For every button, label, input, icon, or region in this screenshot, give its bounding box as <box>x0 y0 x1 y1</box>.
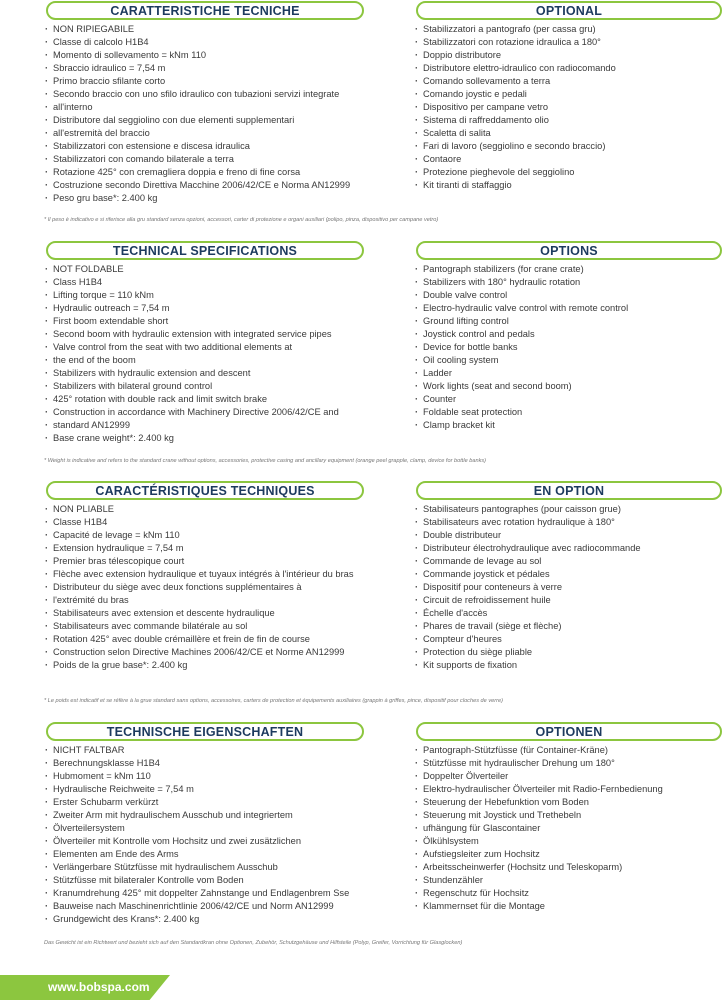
list-item: · Ölverteiler mit Kontrolle vom Hochsitz und zwei zusätzlichen <box>44 835 404 848</box>
list-item: · Stabilisateurs avec rotation hydraulique à 180° <box>414 516 714 529</box>
list-item: · Rotation 425° avec double crémaillère et frein de fin de course <box>44 633 404 646</box>
spec-list <box>44 503 404 672</box>
list-item: · Premier bras télescopique court <box>44 555 404 568</box>
list-item: · Stabilisateurs avec commande bilatérale au sol <box>44 620 404 633</box>
list-item: · Contaore <box>414 153 714 166</box>
list-item: · Oil cooling system <box>414 354 714 367</box>
list-item: · Comando joystic e pedali <box>414 88 714 101</box>
list-item: · Sistema di raffreddamento olio <box>414 114 714 127</box>
list-item: · Foldable seat protection <box>414 406 714 419</box>
list-item: · Commande de levage au sol <box>414 555 714 568</box>
list-item: · Stützfüsse mit hydraulischer Drehung um 180° <box>414 757 714 770</box>
list-item: · Klammernset für die Montage <box>414 900 714 913</box>
section-heading: EN OPTION <box>533 483 605 498</box>
list-item: · Extension hydraulique = 7,54 m <box>44 542 404 555</box>
list-item: · Fari di lavoro (seggiolino e secondo braccio) <box>414 140 714 153</box>
list-item: · Elektro-hydraulischer Ölverteiler mit Radio-Fernbedienung <box>414 783 714 796</box>
list-item: · Sbraccio idraulico = 7,54 m <box>44 62 404 75</box>
options-list <box>414 744 714 913</box>
list-item: · Stützfüsse mit bilateraler Kontrolle vom Boden <box>44 874 404 887</box>
section-heading: OPTIONS <box>540 243 598 258</box>
list-item: · NOT FOLDABLE <box>44 263 404 276</box>
list-item: · Secondo braccio con uno sfilo idraulico con tubazioni servizi integrate <box>44 88 404 101</box>
list-item: · 425° rotation with double rack and limit switch brake <box>44 393 404 406</box>
list-item: · Costruzione secondo Direttiva Macchine 2006/42/CE e Norma AN12999 <box>44 179 404 192</box>
right-column <box>414 241 714 432</box>
spec-list <box>44 744 404 926</box>
list-item: · Berechnungsklasse H1B4 <box>44 757 404 770</box>
list-item: · Hydraulische Reichweite = 7,54 m <box>44 783 404 796</box>
section-heading: TECHNISCHE EIGENSCHAFTEN <box>106 724 304 739</box>
list-item: · Distributore dal seggiolino con due elementi supplementari <box>44 114 404 127</box>
list-item: · Pantograph-Stützfüsse (für Container-Kräne) <box>414 744 714 757</box>
list-item: · Hydraulic outreach = 7,54 m <box>44 302 404 315</box>
section-heading: CARACTÉRISTIQUES TECHNIQUES <box>95 483 315 498</box>
list-item: · l'extrémité du bras <box>44 594 404 607</box>
list-item: · Distributeur électrohydraulique avec radiocommande <box>414 542 714 555</box>
list-item: · Double valve control <box>414 289 714 302</box>
list-item: · Device for bottle banks <box>414 341 714 354</box>
list-item: · Aufstiegsleiter zum Hochsitz <box>414 848 714 861</box>
list-item: · Stabilizers with bilateral ground control <box>44 380 404 393</box>
right-column <box>414 481 714 672</box>
section-heading-pill <box>416 1 722 20</box>
list-item: · Stabilizers with 180° hydraulic rotation <box>414 276 714 289</box>
section-heading-pill <box>416 481 722 500</box>
list-item: · NON PLIABLE <box>44 503 404 516</box>
list-item: · Échelle d'accès <box>414 607 714 620</box>
footnote: * Weight is indicative and refers to the standard crane without options, accessories, protective casing and ancillary equipment (orange peel grapple, clamp, device for bottle banks) <box>44 458 487 464</box>
list-item: · Flèche avec extension hydraulique et tuyaux intégrés à l'intérieur du bras <box>44 568 404 581</box>
list-item: · Momento di sollevamento = kNm 110 <box>44 49 404 62</box>
list-item: · Classe H1B4 <box>44 516 404 529</box>
section-heading-pill <box>416 722 722 741</box>
section-heading-pill <box>46 1 364 20</box>
list-item: · Class H1B4 <box>44 276 404 289</box>
list-item: · Second boom with hydraulic extension with integrated service pipes <box>44 328 404 341</box>
list-item: · Stabilizers with hydraulic extension and descent <box>44 367 404 380</box>
list-item: · Protection du siège pliable <box>414 646 714 659</box>
list-item: · Dispositif pour conteneurs à verre <box>414 581 714 594</box>
list-item: · Primo braccio sfilante corto <box>44 75 404 88</box>
list-item: · Stabilisateurs pantographes (pour caisson grue) <box>414 503 714 516</box>
list-item: · First boom extendable short <box>44 315 404 328</box>
list-item: · Steuerung mit Joystick und Trethebeln <box>414 809 714 822</box>
list-item: · Protezione pieghevole del seggiolino <box>414 166 714 179</box>
list-item: · Stabilizzatori con estensione e discesa idraulica <box>44 140 404 153</box>
list-item: · Dispositivo per campane vetro <box>414 101 714 114</box>
spec-list <box>44 23 404 205</box>
list-item: · Lifting torque = 110 kNm <box>44 289 404 302</box>
section-heading-pill <box>46 481 364 500</box>
list-item: · Double distributeur <box>414 529 714 542</box>
list-item: · Hubmoment = kNm 110 <box>44 770 404 783</box>
list-item: · Grundgewicht des Krans*: 2.400 kg <box>44 913 404 926</box>
list-item: · Stabilisateurs avec extension et descente hydraulique <box>44 607 404 620</box>
list-item: · Ölverteilersystem <box>44 822 404 835</box>
list-item: · all'interno <box>44 101 404 114</box>
list-item: · Stabilizzatori con comando bilaterale a terra <box>44 153 404 166</box>
left-column <box>44 722 404 926</box>
list-item: · Arbeitsscheinwerfer (Hochsitz und Teleskoparm) <box>414 861 714 874</box>
list-item: · Zweiter Arm mit hydraulischem Ausschub und integriertem <box>44 809 404 822</box>
right-column <box>414 1 714 192</box>
list-item: · Counter <box>414 393 714 406</box>
options-list <box>414 263 714 432</box>
section-heading-pill <box>46 722 364 741</box>
list-item: · Rotazione 425° con cremagliera doppia e freno di fine corsa <box>44 166 404 179</box>
list-item: · Commande joystick et pédales <box>414 568 714 581</box>
list-item: · Elementen am Ende des Arms <box>44 848 404 861</box>
list-item: · Circuit de refroidissement huile <box>414 594 714 607</box>
section-heading-pill <box>46 241 364 260</box>
list-item: · Construction selon Directive Machines 2006/42/CE et Norme AN12999 <box>44 646 404 659</box>
list-item: · Compteur d'heures <box>414 633 714 646</box>
left-column <box>44 241 404 445</box>
list-item: · Stabilizzatori con rotazione idraulica a 180° <box>414 36 714 49</box>
list-item: · Ölkühlsystem <box>414 835 714 848</box>
footnote: * Il peso è indicativo e si riferisce alla gru standard senza opzioni, accessori, carter di protezione e organi ausiliari (polipo, pinza, dispositivo per campane vetro) <box>44 217 439 223</box>
list-item: · Electro-hydraulic valve control with remote control <box>414 302 714 315</box>
list-item: · Bauweise nach Maschinenrichtlinie 2006/42/CE und Norm AN12999 <box>44 900 404 913</box>
list-item: · Comando sollevamento a terra <box>414 75 714 88</box>
list-item: · Phares de travail (siège et flèche) <box>414 620 714 633</box>
section-heading-pill <box>416 241 722 260</box>
list-item: · Verlängerbare Stützfüsse mit hydraulischem Ausschub <box>44 861 404 874</box>
left-column <box>44 481 404 672</box>
list-item: · Joystick control and pedals <box>414 328 714 341</box>
list-item: · Peso gru base*: 2.400 kg <box>44 192 404 205</box>
list-item: · standard AN12999 <box>44 419 404 432</box>
list-item: · Stabilizzatori a pantografo (per cassa gru) <box>414 23 714 36</box>
list-item: · Steuerung der Hebefunktion vom Boden <box>414 796 714 809</box>
list-item: · Base crane weight*: 2.400 kg <box>44 432 404 445</box>
website-link[interactable]: www.bobspa.com <box>48 980 150 994</box>
spec-list <box>44 263 404 445</box>
list-item: · Doppio distributore <box>414 49 714 62</box>
list-item: · Doppelter Ölverteiler <box>414 770 714 783</box>
options-list <box>414 23 714 192</box>
section-heading: OPTIONEN <box>535 724 603 739</box>
list-item: · Poids de la grue base*: 2.400 kg <box>44 659 404 672</box>
list-item: · Ground lifting control <box>414 315 714 328</box>
list-item: · Kranumdrehung 425° mit doppelter Zahnstange und Endlagenbrem Sse <box>44 887 404 900</box>
list-item: · Valve control from the seat with two additional elements at <box>44 341 404 354</box>
list-item: · ufhängung für Glascontainer <box>414 822 714 835</box>
list-item: · Distributeur du siège avec deux fonctions supplémentaires à <box>44 581 404 594</box>
list-item: · NON RIPIEGABILE <box>44 23 404 36</box>
list-item: · Erster Schubarm verkürzt <box>44 796 404 809</box>
list-item: · NICHT FALTBAR <box>44 744 404 757</box>
left-column <box>44 1 404 205</box>
list-item: · Capacité de levage = kNm 110 <box>44 529 404 542</box>
footnote: * Le poids est indicatif et se réfère à la grue standard sans options, accessoires, carters de protection et équipements auxiliaires (grappin à griffes, pince, dispositif pour cloches de verre) <box>44 698 503 704</box>
section-heading: OPTIONAL <box>535 3 603 18</box>
list-item: · Kit tiranti di staffaggio <box>414 179 714 192</box>
options-list <box>414 503 714 672</box>
list-item: · Scaletta di salita <box>414 127 714 140</box>
list-item: · Regenschutz für Hochsitz <box>414 887 714 900</box>
footnote: Das Gewicht ist ein Richtwert und bezieht sich auf den Standardkran ohne Optionen, Zubehör, Schutzgehäuse und Hilfsteile (Polyp, Greifer, Vorrichtung für Glasglocken) <box>44 940 463 946</box>
section-heading: TECHNICAL SPECIFICATIONS <box>112 243 298 258</box>
list-item: · Kit supports de fixation <box>414 659 714 672</box>
list-item: · Clamp bracket kit <box>414 419 714 432</box>
list-item: · the end of the boom <box>44 354 404 367</box>
list-item: · Work lights (seat and second boom) <box>414 380 714 393</box>
right-column <box>414 722 714 913</box>
section-heading: CARATTERISTICHE TECNICHE <box>110 3 300 18</box>
list-item: · Classe di calcolo H1B4 <box>44 36 404 49</box>
list-item: · all'estremità del braccio <box>44 127 404 140</box>
list-item: · Pantograph stabilizers (for crane crate) <box>414 263 714 276</box>
list-item: · Construction in accordance with Machinery Directive 2006/42/CE and <box>44 406 404 419</box>
list-item: · Stundenzähler <box>414 874 714 887</box>
footer <box>0 975 724 1000</box>
list-item: · Ladder <box>414 367 714 380</box>
list-item: · Distributore elettro-idraulico con radiocomando <box>414 62 714 75</box>
